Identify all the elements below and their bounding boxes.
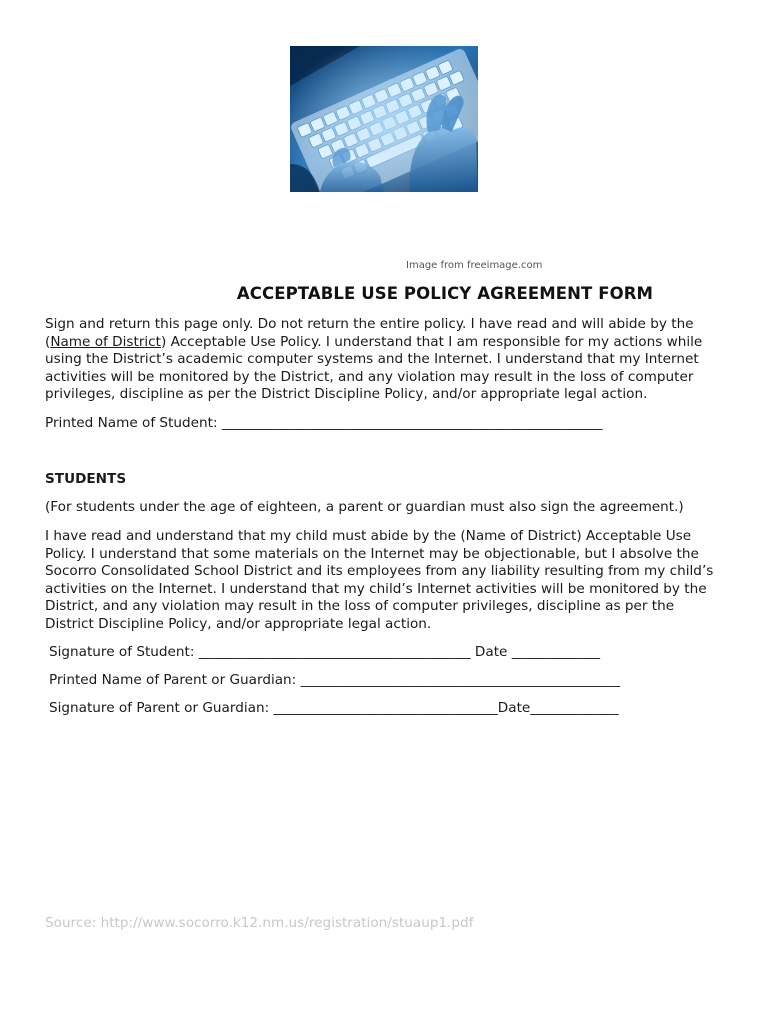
form-title: ACCEPTABLE USE POLICY AGREEMENT FORM (236, 284, 654, 303)
students-note: (For students under the age of eighteen, a parent or guardian must also sign the agreement.) (45, 499, 684, 515)
intro-text-1: Sign and return this page only. Do not return the entire policy. I have read and will abide by the ( (45, 316, 694, 350)
students-heading: STUDENTS (45, 471, 127, 487)
district-name-link[interactable]: Name of District (50, 333, 161, 350)
source-link[interactable]: Source: http://www.socorro.k12.nm.us/registration/stuaup1.pdf (45, 915, 474, 931)
printed-name-parent-field[interactable]: Printed Name of Parent or Guardian: _______________________________________________ (49, 672, 621, 688)
image-credit: Image from freeimage.com (406, 260, 543, 271)
parent-paragraph: I have read and understand that my child must abide by the (Name of District) Acceptable Use Policy. I understand that some materials on the Internet may be objectionable, but I absolve the Socorro Consolidated School District and its employees from any liability resulting from my child’s activities on the Internet. I understand that my child’s Internet activities will be monitored by the District, and any violation may result in the loss of computer privileges, discipline as per the District Discipline Policy, and/or appropriate legal action. (45, 528, 714, 632)
intro-text-2: ) Acceptable Use Policy. I understand that I am responsible for my actions while using the District’s academic computer systems and the Internet. I understand that my Internet activities will be monitored by the District, and any violation may result in the loss of computer privileges, discipline as per the District Discipline Policy, and/or appropriate legal action. (45, 333, 703, 403)
intro-paragraph (45, 316, 725, 404)
keyboard-photo (290, 46, 478, 192)
signature-student-field[interactable]: Signature of Student: ________________________________________ Date _____________ (49, 644, 601, 660)
printed-name-student-field[interactable]: Printed Name of Student: ________________________________________________________ (45, 415, 603, 431)
signature-parent-field[interactable]: Signature of Parent or Guardian: _________________________________Date_____________ (49, 700, 619, 716)
